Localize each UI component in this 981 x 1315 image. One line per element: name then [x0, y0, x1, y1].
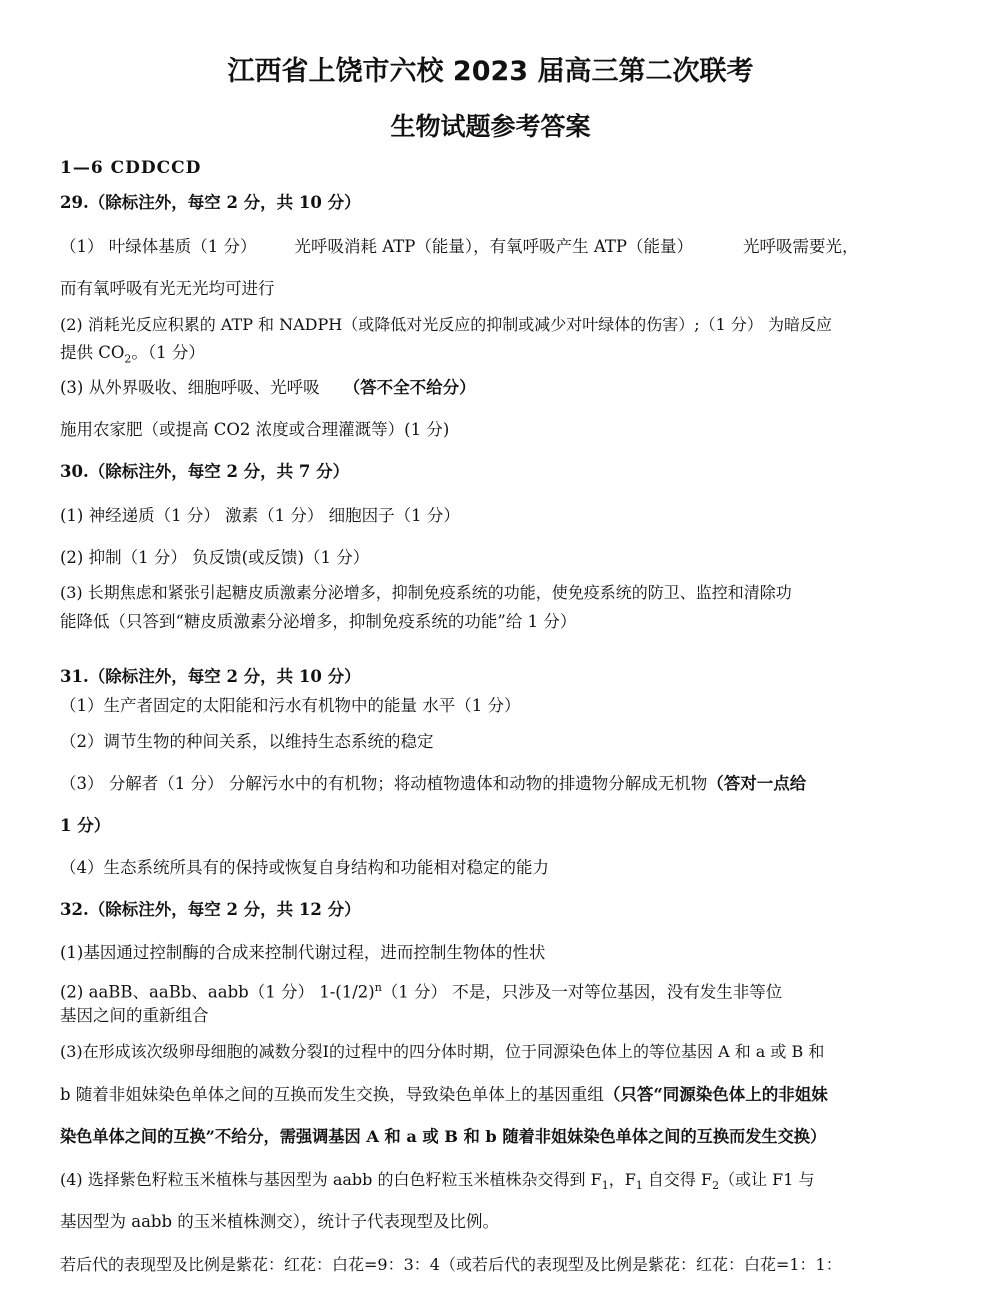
q32-a2-post: （1 分） 不是，只涉及一对等位基因，没有发生非等位 — [381, 982, 783, 1002]
page-subtitle: 生物试题参考答案 — [390, 112, 591, 141]
q29-a1: （1） 叶绿体基质（1 分） — [60, 237, 257, 256]
q32-a4-s1: 1 — [601, 1179, 609, 1193]
q32-a4-mid2: 自交得 F — [642, 1170, 713, 1189]
q29-answer-3-cont: 施用农家肥（或提高 CO2 浓度或合理灌溉等）(1 分) — [60, 420, 450, 439]
q29-a3: (3) 从外界吸收、细胞呼吸、光呼吸 — [60, 378, 320, 397]
q29-a2b-sub: 2 — [124, 352, 132, 366]
q32-answer-4-cont: 基因型为 aabb 的玉米植株测交），统计子代表现型及比例。 — [60, 1212, 500, 1231]
q31-answer-1: （1）生产者固定的太阳能和污水有机物中的能量 水平（1 分） — [60, 696, 521, 715]
q30-answer-3: (3) 长期焦虑和紧张引起糖皮质激素分泌增多，抑制免疫系统的功能，使免疫系统的防卫、监控和清除功 — [60, 583, 792, 602]
q31-answer-3 — [60, 773, 806, 795]
q30-answer-2: (2) 抑制（1 分） 负反馈(或反馈)（1 分） — [60, 548, 370, 567]
q29-answer-2-cont — [60, 342, 205, 370]
q30-answer-1: (1) 神经递质（1 分） 激素（1 分） 细胞因子（1 分） — [60, 506, 460, 525]
q32-answer-1: (1)基因通过控制酶的合成来控制代谢过程，进而控制生物体的性状 — [60, 943, 546, 962]
q32-a4-s2: 1 — [635, 1179, 643, 1193]
q32-answer-4 — [60, 1169, 815, 1197]
q29-answer-3 — [60, 377, 476, 399]
q32-a4-pre: (4) 选择紫色籽粒玉米植株与基因型为 aabb 的白色籽粒玉米植株杂交得到 F — [60, 1170, 602, 1189]
q31-a3: （3） 分解者（1 分） 分解污水中的有机物；将动植物遗体和动物的排遗物分解成无机物 — [60, 774, 708, 793]
q32-a2-sup: n — [374, 981, 382, 994]
q31-answer-2: （2）调节生物的种间关系，以维持生态系统的稳定 — [60, 732, 434, 751]
q32-answer-3: (3)在形成该次级卵母细胞的减数分裂Ⅰ的过程中的四分体时期，位于同源染色体上的等位基因 A 和 a 或 B 和 — [60, 1042, 825, 1061]
q31-answer-4: （4）生态系统所具有的保持或恢复自身结构和功能相对稳定的能力 — [60, 858, 549, 877]
q29-answer-2: (2) 消耗光反应积累的 ATP 和 NADPH（或降低对光反应的抑制或减少对叶绿体的伤害）;（1 分） 为暗反应 — [60, 315, 832, 334]
q31-answer-3-cont: 1 分） — [60, 816, 111, 835]
q29-answer-1 — [60, 236, 858, 258]
mc-answers: 1—6 CDDCCD — [60, 158, 202, 178]
q32-a3b: b 随着非姐妹染色单体之间的互换而发生交换，导致染色单体上的基因重组 — [60, 1085, 604, 1104]
q29-a1c: 光呼吸需要光， — [742, 237, 859, 256]
q31-heading: 31.（除标注外，每空 2 分，共 10 分） — [60, 667, 361, 686]
q29-a2b-post: 。（1 分） — [131, 343, 205, 362]
q32-a4-post: （或让 F1 与 — [719, 1170, 815, 1189]
q32-answer-3-note-cont: 染色单体之间的互换”不给分，需强调基因 A 和 a 或 B 和 b 随着非姐妹染色单体之间的互换而发生交换） — [60, 1127, 827, 1146]
q32-answer-5: 若后代的表现型及比例是紫花：红花：白花=9：3：4（或若后代的表现型及比例是紫花：红花：白花=1：1： — [60, 1255, 842, 1274]
q30-answer-3-cont: 能降低（只答到“糖皮质激素分泌增多，抑制免疫系统的功能”给 1 分） — [60, 612, 577, 631]
q29-a3-note: （答不全不给分） — [343, 378, 476, 397]
q32-answer-3-cont — [60, 1084, 828, 1106]
q29-answer-1-cont: 而有氧呼吸有光无光均可进行 — [60, 279, 275, 298]
q30-heading: 30.（除标注外，每空 2 分，共 7 分） — [60, 462, 350, 481]
q32-a3-note: （只答“同源染色体上的非姐妹 — [603, 1085, 828, 1104]
q29-heading: 29.（除标注外，每空 2 分，共 10 分） — [60, 193, 361, 212]
q31-a3-note: （答对一点给 — [707, 774, 807, 793]
q32-heading: 32.（除标注外，每空 2 分，共 12 分） — [60, 900, 361, 919]
q29-a1b: 光呼吸消耗 ATP（能量），有氧呼吸产生 ATP（能量） — [294, 237, 693, 256]
q32-a2-pre: (2) aaBB、aaBb、aabb（1 分） 1-(1/2) — [60, 982, 375, 1002]
q29-a2b-pre: 提供 CO — [60, 343, 125, 362]
q32-answer-2 — [60, 977, 782, 1004]
page-title: 江西省上饶市六校 2023 届高三第二次联考 — [227, 56, 754, 87]
q32-a4-s3: 2 — [712, 1179, 720, 1193]
q32-a4-mid: ，F — [608, 1170, 636, 1189]
q32-answer-2-cont: 基因之间的重新组合 — [60, 1006, 209, 1025]
